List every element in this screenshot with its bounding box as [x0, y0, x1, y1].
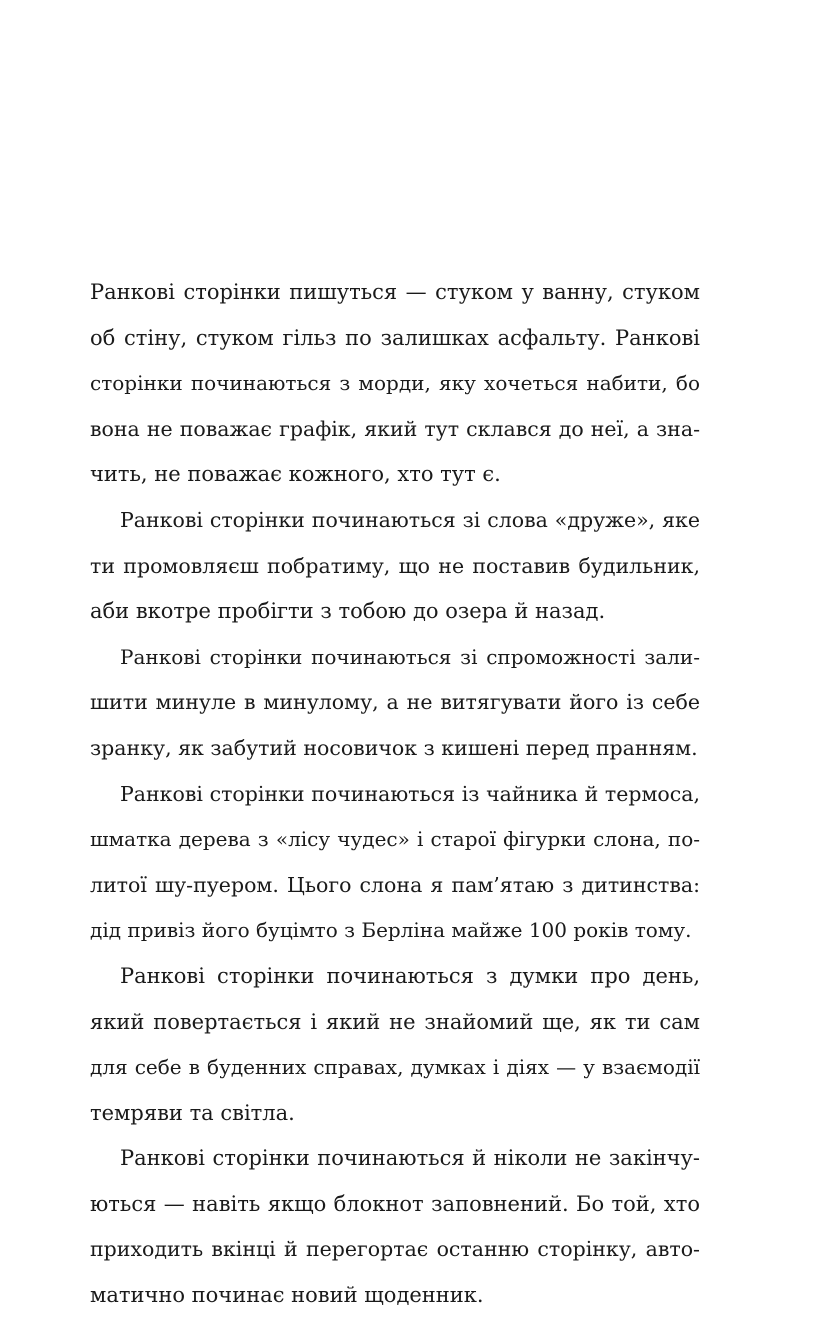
text-line: зранку, як забутий носовичок з кишені перед пранням. [90, 735, 698, 760]
body-text [90, 270, 700, 1319]
text-line: сторінки починаються з морди, яку хочеться набити, бо [90, 371, 700, 396]
text-line: Ранкові сторінки починаються з думки про день, [120, 963, 700, 988]
paragraph [90, 1136, 700, 1318]
text-line: чить, не поважає кожного, хто тут є. [90, 462, 501, 487]
text-line: аби вкотре пробігти з тобою до озера й назад. [90, 599, 606, 624]
text-line: Ранкові сторінки починаються зі слова «друже», яке [120, 507, 700, 532]
text-line: Ранкові сторінки пишуться — стуком у ванну, стуком [90, 280, 700, 304]
text-line: Ранкові сторінки починаються із чайника й термоса, [120, 781, 700, 806]
text-line: темряви та світла. [90, 1100, 295, 1125]
text-line: вона не поважає графік, який тут склався до неї, а зна- [90, 416, 700, 441]
text-line: об стіну, стуком гільз по залишках асфальту. Ранкові [90, 325, 700, 350]
text-line: шити минуле в минулому, а не витягувати його із себе [90, 690, 700, 715]
text-line: дід привіз його буцімто з Берліна майже 100 років тому. [90, 918, 692, 943]
text-line: Ранкові сторінки починаються зі спроможності зали- [120, 644, 700, 669]
text-line: шматка дерева з «лісу чудес» і старої фігурки слона, по- [90, 827, 700, 852]
paragraph [90, 954, 700, 1136]
text-line: Ранкові сторінки починаються й ніколи не закінчу- [120, 1146, 700, 1171]
paragraph [90, 498, 700, 635]
text-line: литої шу-пуером. Цього слона я пам’ятаю з дитинства: [90, 872, 700, 897]
text-line: приходить вкінці й перегортає останню сторінку, авто- [90, 1237, 700, 1262]
paragraph [90, 270, 700, 498]
text-line: ти промовляєш побратиму, що не поставив будильник, [90, 553, 700, 578]
text-line: ються — навіть якщо блокнот заповнений. Бо той, хто [90, 1191, 700, 1216]
paragraph [90, 635, 700, 772]
text-line: який повертається і який не знайомий ще, як ти сам [90, 1009, 700, 1034]
text-line: матично починає новий щоденник. [90, 1283, 484, 1308]
paragraph [90, 772, 700, 954]
text-line: для себе в буденних справах, думках і діях — у взаємодії [90, 1055, 700, 1080]
